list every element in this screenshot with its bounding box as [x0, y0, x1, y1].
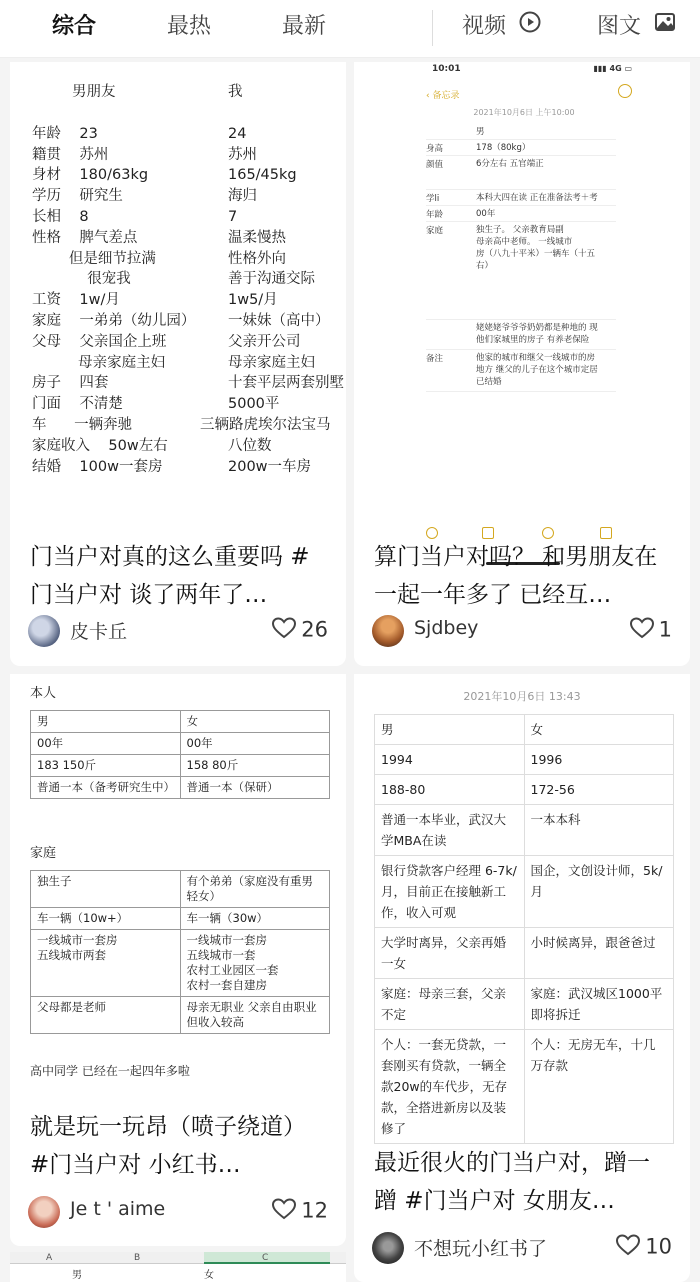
note-row	[32, 373, 344, 394]
note-row	[32, 207, 332, 228]
note-row	[32, 124, 332, 145]
note-row-right: 1w5/月	[228, 292, 278, 309]
row-value: 男	[476, 127, 485, 137]
note-row-left: 籍贯 苏州	[32, 146, 109, 163]
note-row-left: 家庭 一弟弟（幼儿园）	[32, 312, 196, 329]
heart-icon	[271, 1197, 297, 1226]
phone-screenshot	[354, 62, 694, 580]
table-row	[375, 775, 674, 805]
note-row-right: 7	[228, 208, 238, 225]
family-table	[30, 870, 330, 1034]
note-row-left: 身材 180/63kg	[32, 167, 149, 184]
row-key: 备注	[426, 354, 444, 364]
card-1-title[interactable]: 门当户对真的这么重要吗 #门当户对 谈了两年了…	[30, 544, 310, 608]
signal-icon: ▮▮▮	[593, 64, 607, 73]
column-a-label: A	[46, 1253, 53, 1263]
note-row-left: 家庭收入 50w左右	[32, 437, 168, 454]
author-name[interactable]: Sjdbey	[414, 617, 479, 639]
table-cell: 一本本科	[524, 805, 674, 856]
note-table-row	[426, 156, 616, 190]
table-row	[375, 856, 674, 928]
table-row	[375, 979, 674, 1030]
note-row-left: 车 一辆奔驰	[32, 416, 133, 433]
note-row-left: 但是细节拉满	[32, 250, 156, 267]
column-c-label: C	[262, 1253, 269, 1263]
table-row	[375, 715, 674, 745]
note-row	[32, 269, 332, 290]
note-row-left: 父母 父亲国企上班	[32, 333, 167, 350]
author-name[interactable]: Je t ' aime	[70, 1198, 166, 1220]
note-row-right: 海归	[228, 188, 257, 205]
table-row	[31, 733, 330, 755]
sheet-cell: 男	[72, 1270, 82, 1281]
heart-icon	[615, 1233, 641, 1262]
table-cell: 1994	[375, 745, 525, 775]
note-row	[32, 415, 332, 436]
note-row-right: 母亲家庭主妇	[228, 354, 315, 371]
table-cell: 188-80	[375, 775, 525, 805]
table-cell: 女	[524, 715, 674, 745]
table-cell: 女	[180, 711, 330, 733]
table-cell: 00年	[180, 733, 330, 755]
note-row-left: 结婚 100w一套房	[32, 458, 163, 475]
note-date: 2021年10月6日 13:43	[463, 690, 581, 703]
note-row-right: 三辆路虎埃尔法宝马	[200, 416, 331, 433]
tab-hottest[interactable]: 最热	[167, 14, 212, 39]
card-4-cover	[354, 674, 690, 1136]
avatar[interactable]	[28, 1196, 60, 1228]
avatar[interactable]	[28, 615, 60, 647]
table-row	[375, 1030, 674, 1144]
table-cell: 个人：无房无车，十几万存款	[524, 1030, 674, 1144]
note-card-5-partial[interactable]	[10, 1252, 346, 1282]
note-row	[32, 311, 332, 332]
table-cell: 国企，文创设计师，5k/月	[524, 856, 674, 928]
heart-icon	[271, 616, 297, 645]
card-3-footer	[28, 1196, 328, 1232]
tab-video-label: 视频	[462, 14, 507, 39]
note-row	[32, 353, 332, 374]
author-name[interactable]: 不想玩小红书了	[414, 1238, 548, 1260]
image-icon	[654, 10, 676, 44]
table-row	[31, 930, 330, 997]
note-row-right: 父亲开公司	[228, 333, 301, 350]
table-cell: 家庭：武汉城区1000平即将拆迁	[524, 979, 674, 1030]
note-table-row	[426, 140, 616, 156]
note-row	[32, 165, 332, 186]
card-3-title[interactable]: 就是玩一玩昂（喷子绕道） #门当户对 小红书…	[30, 1114, 306, 1178]
table-cell: 母亲无职业 父亲自由职业但收入较高	[180, 997, 330, 1034]
table-cell: 一线城市一套房 五线城市一套 农村工业园区一套 农村一套自建房	[180, 930, 330, 997]
section-self: 本人	[30, 686, 57, 701]
table-cell: 普通一本（保研）	[180, 777, 330, 799]
table-cell: 家庭：母亲三套，父亲不定	[375, 979, 525, 1030]
card-1-footer	[28, 615, 328, 651]
row-key: 学li	[426, 194, 440, 204]
note-row	[32, 145, 332, 166]
note-table-row	[426, 124, 616, 140]
table-row	[31, 777, 330, 799]
note-row-left: 学历 研究生	[32, 188, 123, 205]
row-value: 姥姥姥爷爷爷奶奶都是种地的 现 他们家城里的房子 有养老保险	[476, 323, 598, 345]
note-row-left: 年龄 23	[32, 125, 98, 142]
chevron-left-icon: ‹	[426, 91, 430, 101]
note-row-left: 性格 脾气差点	[32, 229, 138, 246]
table-cell: 银行贷款客户经理 6-7k/月，目前正在接触新工作，收入可观	[375, 856, 525, 928]
row-key: 家庭	[426, 226, 444, 236]
note-row-right: 165/45kg	[228, 167, 297, 184]
comparison-note	[32, 80, 344, 477]
like-button[interactable]	[615, 1233, 672, 1262]
note-row-right: 八位数	[228, 437, 272, 454]
note-row	[32, 394, 332, 415]
note-table-row	[426, 206, 616, 222]
battery-icon: ▭	[624, 64, 632, 73]
like-button[interactable]	[271, 1197, 328, 1226]
note-row-left: 工资 1w/月	[32, 292, 120, 309]
tab-newest[interactable]: 最新	[282, 14, 327, 39]
card-2-footer	[372, 615, 672, 651]
note-row-right: 十套平层两套别墅	[228, 375, 344, 392]
table-row	[31, 711, 330, 733]
note-row-left: 房子 四套	[32, 375, 109, 392]
table-cell: 183 150斤	[31, 755, 181, 777]
row-key: 颜值	[426, 160, 444, 170]
back-link	[426, 88, 460, 101]
like-count: 1	[658, 617, 672, 642]
note-row	[32, 186, 332, 207]
like-button[interactable]	[629, 616, 672, 645]
table-cell: 一线城市一套房 五线城市两套	[31, 930, 181, 997]
note-row-right: 善于沟通交际	[228, 271, 315, 288]
card-4-title[interactable]: 最近很火的门当户对，蹭一蹭 #门当户对 女朋友…	[374, 1150, 650, 1214]
note-footer: 高中同学 已经在一起四年多啦	[30, 1064, 190, 1078]
note-row-right: 200w一车房	[228, 458, 312, 475]
table-cell: 独生子	[31, 871, 181, 908]
note-row	[32, 290, 332, 311]
table-cell: 车一辆（30w）	[180, 908, 330, 930]
note-row-right: 5000平	[228, 396, 280, 413]
note-row	[32, 332, 332, 353]
sheet-cell: 女	[204, 1270, 214, 1281]
note-row-left: 很宠我	[32, 271, 131, 288]
note-row	[32, 249, 332, 270]
note-row-right: 一妹妹（高中）	[228, 312, 330, 329]
note-header-left: 男朋友	[72, 84, 116, 100]
note-row-left: 母亲家庭主妇	[32, 354, 166, 371]
note-table-row	[426, 222, 616, 320]
table-cell: 车一辆（10w+）	[31, 908, 181, 930]
row-value: 00年	[476, 209, 496, 219]
play-circle-icon	[519, 10, 541, 44]
note-table-row	[426, 320, 616, 350]
note-table-row	[426, 350, 616, 392]
card-3-cover	[10, 674, 346, 1094]
table-cell: 普通一本（备考研究生中）	[31, 777, 181, 799]
table-cell: 大学时离异，父亲再婚一女	[375, 928, 525, 979]
like-count: 10	[645, 1234, 672, 1259]
row-value: 他家的城市和继父一线城市的房 地方 继父的儿子在这个城市定居 已结婚	[476, 353, 598, 387]
note-table	[426, 124, 616, 392]
note-card-1[interactable]	[10, 62, 346, 666]
row-value: 独生子。 父亲教育局副 母亲高中老师。 一线城市 房（八九十平米）一辆车（十五 右）	[476, 225, 596, 271]
table-cell: 1996	[524, 745, 674, 775]
table-cell: 172-56	[524, 775, 674, 805]
note-date: 2021年10月6日 上午10:00	[473, 108, 575, 117]
tab-image-text[interactable]	[597, 10, 676, 44]
comparison-table	[374, 714, 674, 1144]
note-row-right: 性格外向	[228, 250, 286, 267]
author-name[interactable]: 皮卡丘	[70, 621, 128, 643]
table-cell: 男	[31, 711, 181, 733]
table-cell: 男	[375, 715, 525, 745]
avatar[interactable]	[372, 615, 404, 647]
top-tab-bar	[0, 0, 700, 58]
note-card-2[interactable]	[354, 62, 690, 666]
table-cell: 00年	[31, 733, 181, 755]
section-family: 家庭	[30, 846, 57, 861]
row-key: 年龄	[426, 210, 444, 220]
note-table-row	[426, 190, 616, 206]
tab-video[interactable]	[462, 10, 541, 44]
table-row	[375, 805, 674, 856]
more-icon	[618, 84, 632, 98]
row-value: 6分左右 五官端正	[476, 159, 544, 169]
row-value: 本科大四在读 正在准备法考＋考	[476, 193, 598, 203]
table-row	[31, 871, 330, 908]
back-label: 备忘录	[432, 91, 460, 101]
like-button[interactable]	[271, 616, 328, 645]
note-row	[32, 228, 332, 249]
like-count: 12	[301, 1198, 328, 1223]
note-row	[32, 436, 332, 457]
note-row-right: 24	[228, 125, 247, 142]
heart-icon	[629, 616, 655, 645]
table-cell: 158 80斤	[180, 755, 330, 777]
tab-image-text-label: 图文	[597, 14, 642, 39]
table-cell: 有个弟弟（家庭没有重男轻女）	[180, 871, 330, 908]
note-row-right: 苏州	[228, 146, 257, 163]
card-4-footer	[372, 1232, 672, 1268]
note-row	[32, 457, 332, 478]
table-cell: 小时候离异，跟爸爸过	[524, 928, 674, 979]
row-key: 身高	[426, 144, 444, 154]
table-row	[375, 928, 674, 979]
column-b-label: B	[134, 1253, 141, 1263]
status-time: 10:01	[432, 64, 461, 74]
table-row	[375, 745, 674, 775]
note-row-right: 温柔慢热	[228, 229, 286, 246]
note-card-4[interactable]	[354, 674, 690, 1282]
note-card-3[interactable]	[10, 674, 346, 1246]
note-header-right: 我	[228, 84, 243, 100]
card-1-cover	[10, 62, 346, 530]
tab-comprehensive[interactable]: 综合	[52, 14, 97, 39]
card-2-cover	[354, 62, 690, 530]
tab-divider	[432, 10, 433, 46]
table-cell: 个人：一套无贷款，一套刚买有贷款，一辆全款20w的车代步，无存款，全搭进新房以及装修了	[375, 1030, 525, 1144]
table-row	[31, 908, 330, 930]
status-network	[593, 64, 632, 73]
table-cell: 普通一本毕业，武汉大学MBA在读	[375, 805, 525, 856]
table-row	[31, 997, 330, 1034]
card-2-title[interactable]: 算门当户对吗？ 和男朋友在一起一年多了 已经互…	[374, 544, 658, 608]
row-value: 178（80kg）	[476, 143, 531, 153]
note-row-left: 长相 8	[32, 208, 89, 225]
self-table	[30, 710, 330, 799]
like-count: 26	[301, 617, 328, 642]
network-label: 4G	[609, 64, 622, 73]
table-cell: 父母都是老师	[31, 997, 181, 1034]
note-row-left: 门面 不清楚	[32, 396, 123, 413]
table-row	[31, 755, 330, 777]
avatar[interactable]	[372, 1232, 404, 1264]
